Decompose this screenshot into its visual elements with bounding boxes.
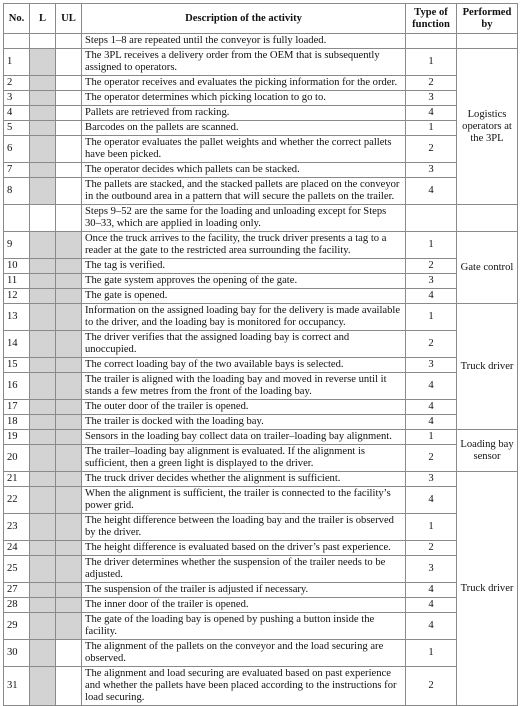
loading-flag-cell	[30, 76, 56, 91]
activity-description: Once the truck arrives to the facility, the truck driver presents a tag to a reader at the gate to the restricted area surrounding the facility.	[82, 232, 406, 259]
activity-description: The operator receives and evaluates the picking information for the order.	[82, 76, 406, 91]
table-row	[4, 430, 518, 445]
function-type: 3	[406, 163, 457, 178]
function-type: 1	[406, 430, 457, 445]
function-type: 1	[406, 640, 457, 667]
table-row	[4, 232, 518, 259]
activity-description: The outer door of the trailer is opened.	[82, 400, 406, 415]
performed-by-cell: Truck driver	[457, 304, 518, 430]
function-type: 2	[406, 667, 457, 706]
loading-flag-cell	[30, 541, 56, 556]
table-row	[4, 121, 518, 136]
unloading-flag-cell	[56, 556, 82, 583]
function-type: 2	[406, 259, 457, 274]
activity-description: Sensors in the loading bay collect data on trailer–loading bay alignment.	[82, 430, 406, 445]
unloading-flag-cell	[56, 640, 82, 667]
function-type: 1	[406, 49, 457, 76]
loading-flag-cell	[30, 373, 56, 400]
step-number: 31	[4, 667, 30, 706]
unloading-flag-cell	[56, 598, 82, 613]
activity-description: The trailer–loading bay alignment is evaluated. If the alignment is sufficient, then a green light is displayed to the driver.	[82, 445, 406, 472]
step-number: 21	[4, 472, 30, 487]
step-number: 16	[4, 373, 30, 400]
table-row	[4, 91, 518, 106]
function-type: 1	[406, 232, 457, 259]
table-row	[4, 613, 518, 640]
loading-flag-cell	[30, 274, 56, 289]
function-type: 4	[406, 400, 457, 415]
activity-description: The gate is opened.	[82, 289, 406, 304]
unloading-flag-cell	[56, 121, 82, 136]
unloading-flag-cell	[56, 76, 82, 91]
performed-by-cell	[457, 205, 518, 232]
function-type	[406, 34, 457, 49]
unloading-flag-cell	[56, 487, 82, 514]
loading-flag-cell	[30, 415, 56, 430]
unloading-flag-cell	[56, 49, 82, 76]
unloading-flag-cell	[56, 430, 82, 445]
step-number: 3	[4, 91, 30, 106]
activity-table-wrapper	[3, 3, 518, 706]
loading-flag-cell	[30, 121, 56, 136]
function-type: 4	[406, 106, 457, 121]
activity-description: The gate of the loading bay is opened by pushing a button inside the facility.	[82, 613, 406, 640]
activity-description: The inner door of the trailer is opened.	[82, 598, 406, 613]
step-number: 30	[4, 640, 30, 667]
function-type: 4	[406, 583, 457, 598]
step-number	[4, 34, 30, 49]
activity-description: The operator evaluates the pallet weights and whether the correct pallets have been picked.	[82, 136, 406, 163]
activity-description: The alignment and load securing are evaluated based on past experience and whether the pallets have been placed according to the instructions for load securing.	[82, 667, 406, 706]
unloading-flag-cell	[56, 106, 82, 121]
function-type: 2	[406, 136, 457, 163]
loading-flag-cell	[30, 445, 56, 472]
step-number: 8	[4, 178, 30, 205]
step-number: 11	[4, 274, 30, 289]
loading-flag-cell	[30, 583, 56, 598]
loading-flag-cell	[30, 667, 56, 706]
table-row	[4, 358, 518, 373]
function-type: 1	[406, 514, 457, 541]
function-type: 4	[406, 613, 457, 640]
step-number: 12	[4, 289, 30, 304]
table-row	[4, 400, 518, 415]
step-number: 23	[4, 514, 30, 541]
table-row	[4, 415, 518, 430]
table-row	[4, 106, 518, 121]
step-number: 19	[4, 430, 30, 445]
table-row	[4, 274, 518, 289]
table-row	[4, 34, 518, 49]
loading-flag-cell	[30, 49, 56, 76]
table-row	[4, 640, 518, 667]
table-row	[4, 259, 518, 274]
unloading-flag-cell	[56, 667, 82, 706]
activity-description: The tag is verified.	[82, 259, 406, 274]
loading-flag-cell	[30, 514, 56, 541]
loading-flag-cell	[30, 331, 56, 358]
table-row	[4, 445, 518, 472]
table-row	[4, 331, 518, 358]
unloading-flag-cell	[56, 163, 82, 178]
function-type: 1	[406, 121, 457, 136]
function-type: 3	[406, 556, 457, 583]
header-description: Description of the activity	[82, 4, 406, 34]
table-row	[4, 163, 518, 178]
loading-flag-cell	[30, 163, 56, 178]
header-unloading: UL	[56, 4, 82, 34]
performed-by-cell	[457, 34, 518, 49]
step-number: 20	[4, 445, 30, 472]
unloading-flag-cell	[56, 34, 82, 49]
activity-description: The trailer is docked with the loading bay.	[82, 415, 406, 430]
activity-description: The trailer is aligned with the loading bay and moved in reverse until it stands a few metres from the front of the loading bay.	[82, 373, 406, 400]
step-number: 6	[4, 136, 30, 163]
function-type: 4	[406, 487, 457, 514]
table-row	[4, 136, 518, 163]
activity-description: The driver verifies that the assigned loading bay is correct and unoccupied.	[82, 331, 406, 358]
unloading-flag-cell	[56, 358, 82, 373]
function-type: 2	[406, 76, 457, 91]
function-type: 3	[406, 472, 457, 487]
function-type: 2	[406, 331, 457, 358]
activity-description: The driver determines whether the suspension of the trailer needs to be adjusted.	[82, 556, 406, 583]
table-row	[4, 76, 518, 91]
function-type: 4	[406, 373, 457, 400]
activity-description: The height difference between the loading bay and the trailer is observed by the driver.	[82, 514, 406, 541]
table-row	[4, 205, 518, 232]
step-number: 2	[4, 76, 30, 91]
performed-by-cell: Logistics operators at the 3PL	[457, 49, 518, 205]
loading-flag-cell	[30, 556, 56, 583]
activity-description: The correct loading bay of the two available bays is selected.	[82, 358, 406, 373]
table-row	[4, 49, 518, 76]
table-row	[4, 541, 518, 556]
loading-flag-cell	[30, 136, 56, 163]
step-number: 29	[4, 613, 30, 640]
unloading-flag-cell	[56, 178, 82, 205]
step-number: 9	[4, 232, 30, 259]
step-number: 5	[4, 121, 30, 136]
table-row	[4, 487, 518, 514]
unloading-flag-cell	[56, 304, 82, 331]
loading-flag-cell	[30, 358, 56, 373]
activity-description: The suspension of the trailer is adjusted if necessary.	[82, 583, 406, 598]
step-number: 4	[4, 106, 30, 121]
loading-flag-cell	[30, 487, 56, 514]
performed-by-cell: Loading bay sensor	[457, 430, 518, 472]
header-no: No.	[4, 4, 30, 34]
function-type: 2	[406, 445, 457, 472]
loading-flag-cell	[30, 430, 56, 445]
unloading-flag-cell	[56, 232, 82, 259]
activity-description: The operator determines which picking location to go to.	[82, 91, 406, 106]
step-number: 24	[4, 541, 30, 556]
table-row	[4, 373, 518, 400]
step-number	[4, 205, 30, 232]
function-type: 4	[406, 598, 457, 613]
table-row	[4, 304, 518, 331]
unloading-flag-cell	[56, 331, 82, 358]
loading-flag-cell	[30, 472, 56, 487]
activity-description: Barcodes on the pallets are scanned.	[82, 121, 406, 136]
step-number: 1	[4, 49, 30, 76]
table-header-row	[4, 4, 518, 34]
step-number: 14	[4, 331, 30, 358]
activity-description: Pallets are retrieved from racking.	[82, 106, 406, 121]
function-type: 4	[406, 289, 457, 304]
function-type: 3	[406, 274, 457, 289]
table-row	[4, 178, 518, 205]
loading-flag-cell	[30, 91, 56, 106]
loading-flag-cell	[30, 205, 56, 232]
unloading-flag-cell	[56, 373, 82, 400]
step-number: 18	[4, 415, 30, 430]
function-type	[406, 205, 457, 232]
step-number: 15	[4, 358, 30, 373]
table-row	[4, 472, 518, 487]
step-number: 7	[4, 163, 30, 178]
loading-flag-cell	[30, 34, 56, 49]
activity-description: The truck driver decides whether the alignment is sufficient.	[82, 472, 406, 487]
step-number: 13	[4, 304, 30, 331]
activity-description: The pallets are stacked, and the stacked pallets are placed on the conveyor in the outbound area in a pattern that will secure the pallets on the trailer.	[82, 178, 406, 205]
function-type: 3	[406, 358, 457, 373]
loading-flag-cell	[30, 106, 56, 121]
table-row	[4, 556, 518, 583]
loading-flag-cell	[30, 259, 56, 274]
activity-table	[3, 3, 518, 706]
unloading-flag-cell	[56, 289, 82, 304]
activity-description: The alignment of the pallets on the conveyor and the load securing are observed.	[82, 640, 406, 667]
unloading-flag-cell	[56, 583, 82, 598]
table-row	[4, 583, 518, 598]
activity-table-body	[4, 34, 518, 706]
step-number: 27	[4, 583, 30, 598]
header-performed-by: Performed by	[457, 4, 518, 34]
step-number: 17	[4, 400, 30, 415]
performed-by-cell: Truck driver	[457, 472, 518, 706]
unloading-flag-cell	[56, 541, 82, 556]
unloading-flag-cell	[56, 514, 82, 541]
unloading-flag-cell	[56, 259, 82, 274]
unloading-flag-cell	[56, 613, 82, 640]
activity-description: When the alignment is sufficient, the trailer is connected to the facility’s power grid.	[82, 487, 406, 514]
activity-description: Information on the assigned loading bay for the delivery is made available to the driver, and the loading bay is monitored for occupancy.	[82, 304, 406, 331]
loading-flag-cell	[30, 289, 56, 304]
unloading-flag-cell	[56, 415, 82, 430]
header-type-of-function: Type of function	[406, 4, 457, 34]
loading-flag-cell	[30, 178, 56, 205]
header-loading: L	[30, 4, 56, 34]
function-type: 4	[406, 415, 457, 430]
unloading-flag-cell	[56, 274, 82, 289]
unloading-flag-cell	[56, 472, 82, 487]
step-number: 10	[4, 259, 30, 274]
loading-flag-cell	[30, 232, 56, 259]
function-type: 3	[406, 91, 457, 106]
loading-flag-cell	[30, 613, 56, 640]
table-row	[4, 514, 518, 541]
table-row	[4, 598, 518, 613]
activity-description: The height difference is evaluated based on the driver’s past experience.	[82, 541, 406, 556]
unloading-flag-cell	[56, 400, 82, 415]
unloading-flag-cell	[56, 136, 82, 163]
activity-description: The gate system approves the opening of the gate.	[82, 274, 406, 289]
table-row	[4, 667, 518, 706]
function-type: 2	[406, 541, 457, 556]
function-type: 1	[406, 304, 457, 331]
table-row	[4, 289, 518, 304]
loading-flag-cell	[30, 640, 56, 667]
step-number: 25	[4, 556, 30, 583]
loading-flag-cell	[30, 598, 56, 613]
unloading-flag-cell	[56, 205, 82, 232]
activity-description: Steps 1–8 are repeated until the conveyor is fully loaded.	[82, 34, 406, 49]
activity-description: Steps 9–52 are the same for the loading and unloading except for Steps 30–33, which are applied in loading only.	[82, 205, 406, 232]
function-type: 4	[406, 178, 457, 205]
activity-description: The operator decides which pallets can be stacked.	[82, 163, 406, 178]
unloading-flag-cell	[56, 91, 82, 106]
performed-by-cell: Gate control	[457, 232, 518, 304]
step-number: 22	[4, 487, 30, 514]
loading-flag-cell	[30, 304, 56, 331]
unloading-flag-cell	[56, 445, 82, 472]
activity-description: The 3PL receives a delivery order from the OEM that is subsequently assigned to operators.	[82, 49, 406, 76]
loading-flag-cell	[30, 400, 56, 415]
step-number: 28	[4, 598, 30, 613]
